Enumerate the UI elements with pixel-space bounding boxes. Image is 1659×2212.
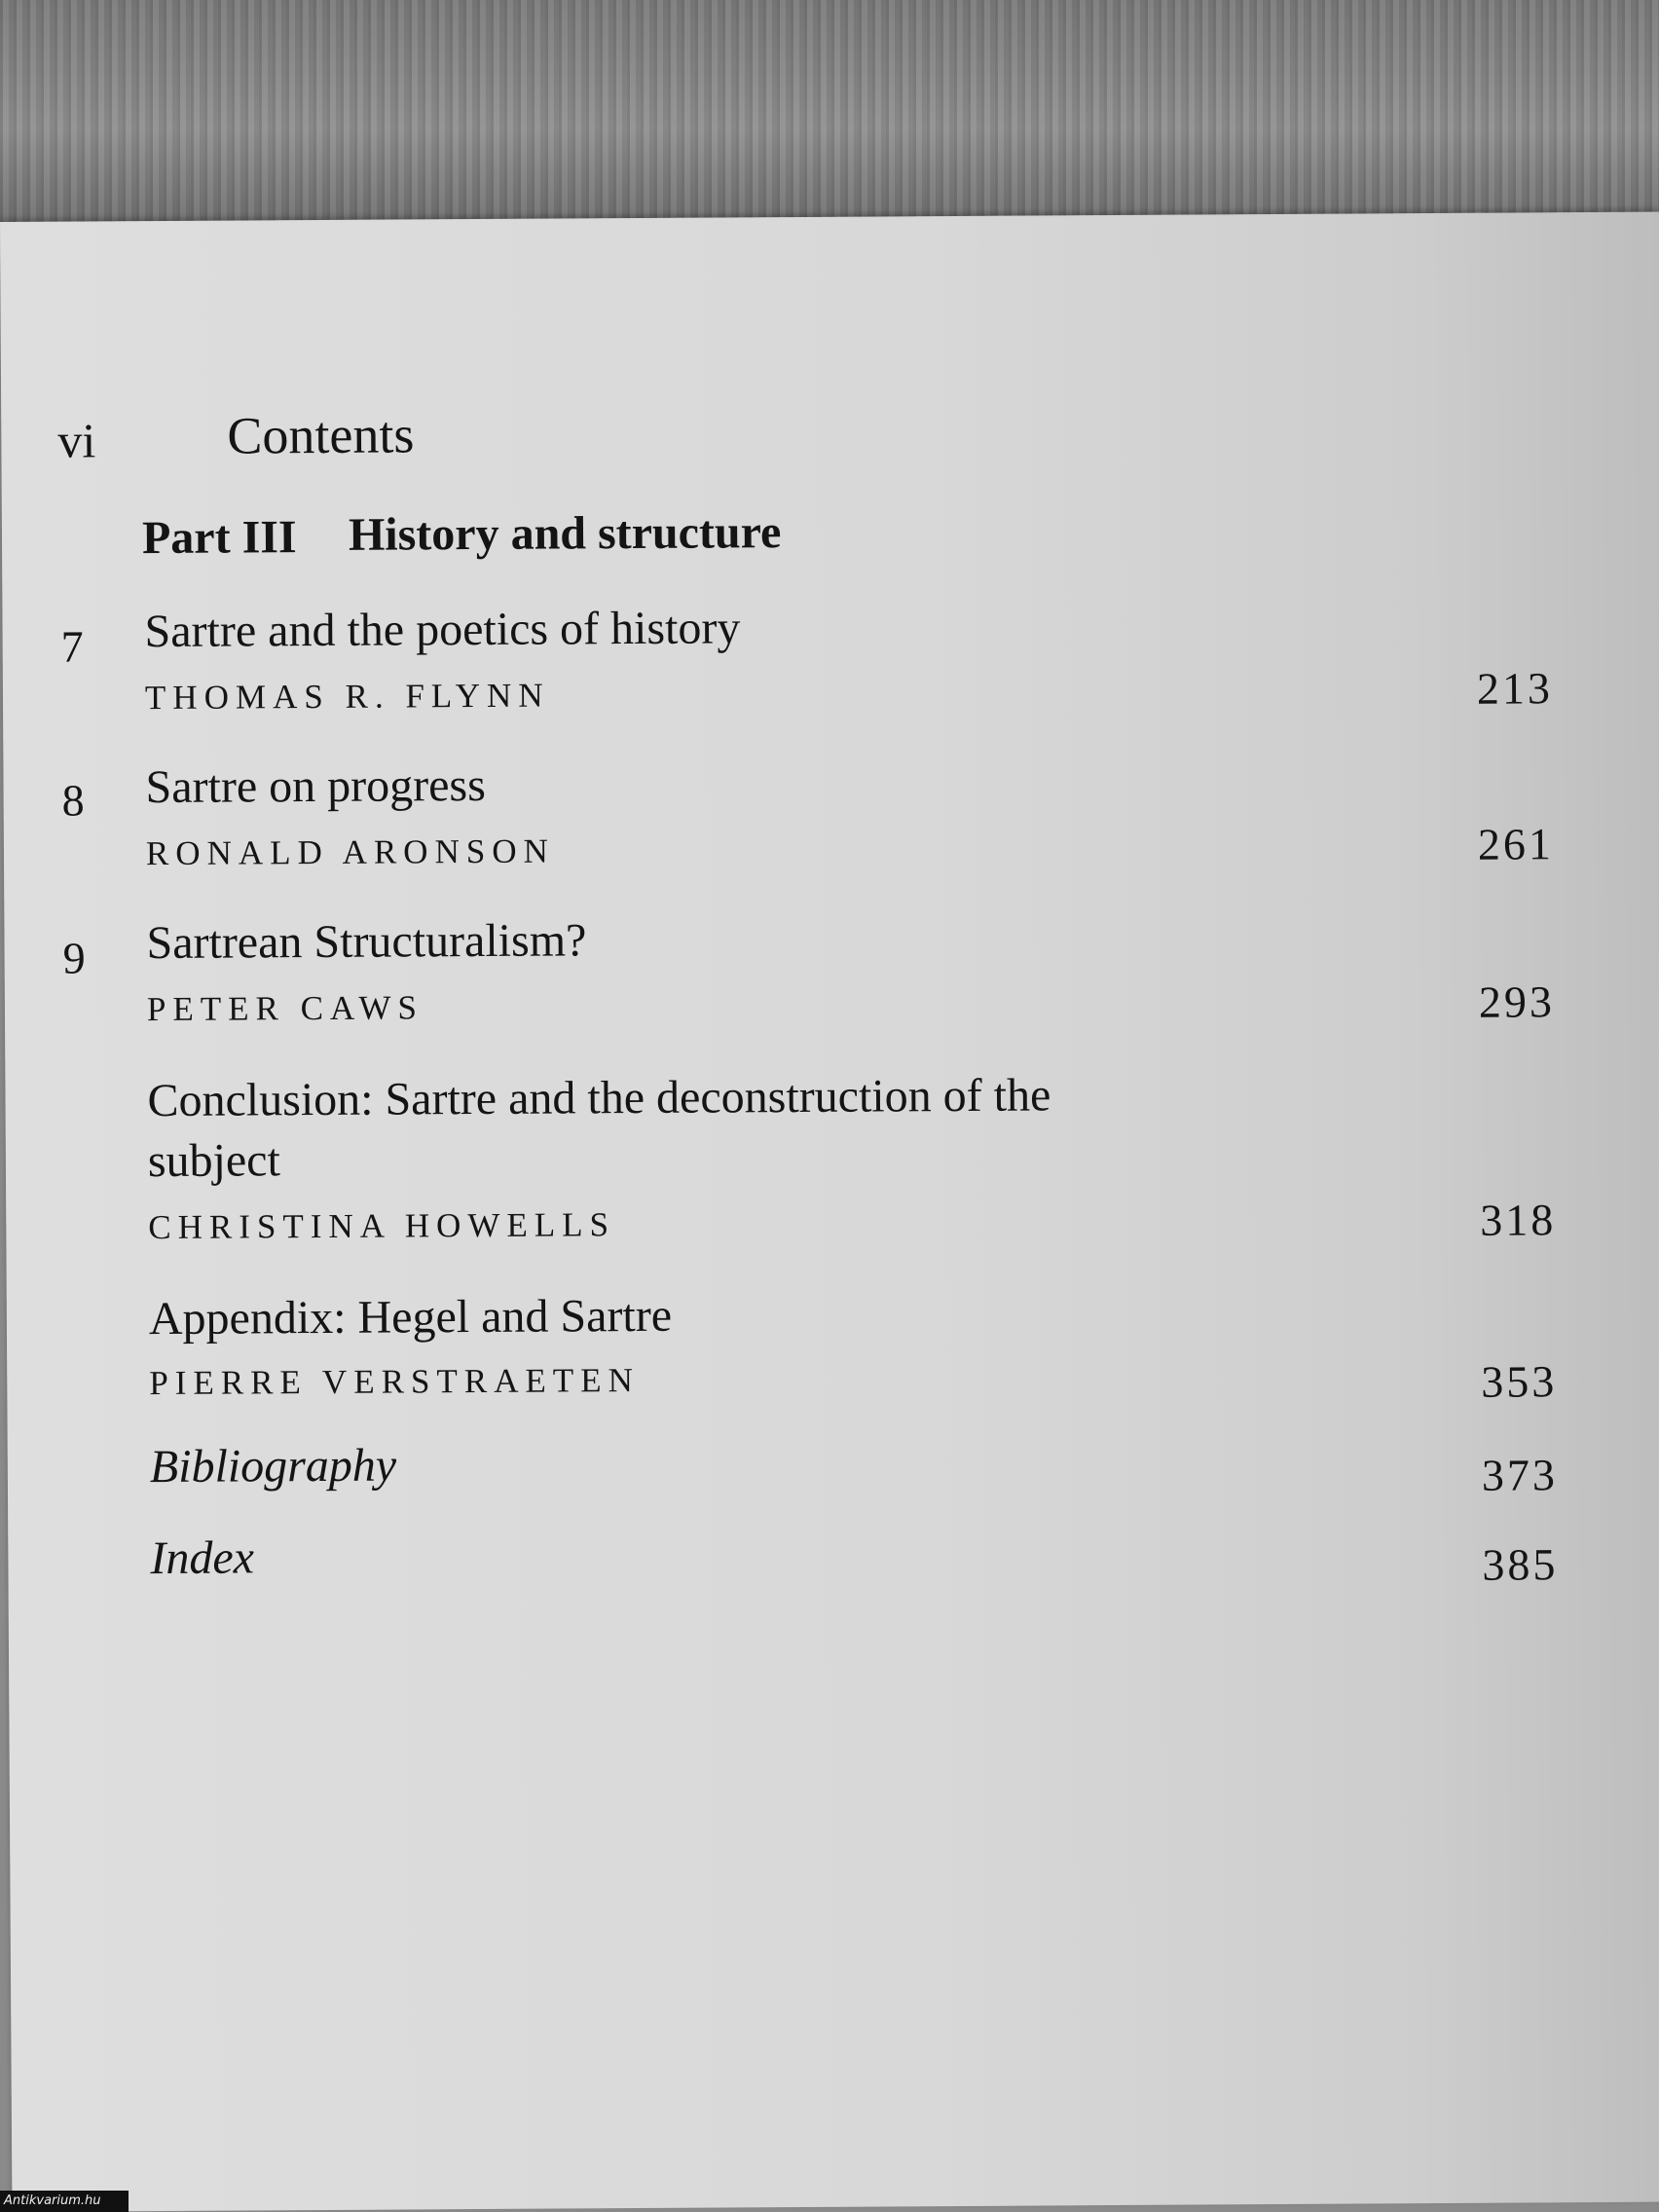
- chapter-page: 213: [1476, 663, 1554, 714]
- appendix-author: PIERRE VERSTRAETEN: [149, 1361, 640, 1403]
- chapter-number: 7: [60, 621, 84, 672]
- bibliography-title: Bibliography: [149, 1439, 397, 1493]
- chapter-title: Sartre and the poetics of history: [144, 602, 741, 658]
- chapter-author: RONALD ARONSON: [145, 831, 555, 873]
- conclusion-author: CHRISTINA HOWELLS: [148, 1205, 616, 1247]
- conclusion-title: Conclusion: Sartre and the deconstruction of the: [147, 1069, 1051, 1127]
- chapter-author: PETER CAWS: [146, 988, 424, 1029]
- conclusion-title-cont: subject: [147, 1134, 281, 1188]
- chapter-title: Sartrean Structuralism?: [146, 914, 587, 970]
- chapter-page: 293: [1478, 977, 1556, 1027]
- running-title: Contents: [227, 405, 415, 465]
- chapter-number: 9: [62, 933, 86, 983]
- index-title: Index: [150, 1531, 255, 1585]
- chapter-number: 8: [61, 775, 85, 826]
- background-surface: [0, 0, 1659, 234]
- part-label: Part III: [141, 511, 297, 565]
- appendix-title: Appendix: Hegel and Sartre: [148, 1289, 673, 1346]
- chapter-title: Sartre on progress: [145, 758, 486, 814]
- bibliography-page: 373: [1481, 1450, 1559, 1500]
- chapter-author: THOMAS R. FLYNN: [144, 676, 550, 718]
- book-page: [0, 212, 1659, 2212]
- appendix-page: 353: [1481, 1356, 1558, 1407]
- conclusion-page: 318: [1480, 1195, 1557, 1245]
- watermark: Antikvarium.hu: [0, 2191, 129, 2212]
- chapter-page: 261: [1477, 819, 1555, 869]
- index-page: 385: [1482, 1539, 1559, 1590]
- page-number: vi: [57, 413, 96, 468]
- part-title: History and structure: [348, 506, 782, 561]
